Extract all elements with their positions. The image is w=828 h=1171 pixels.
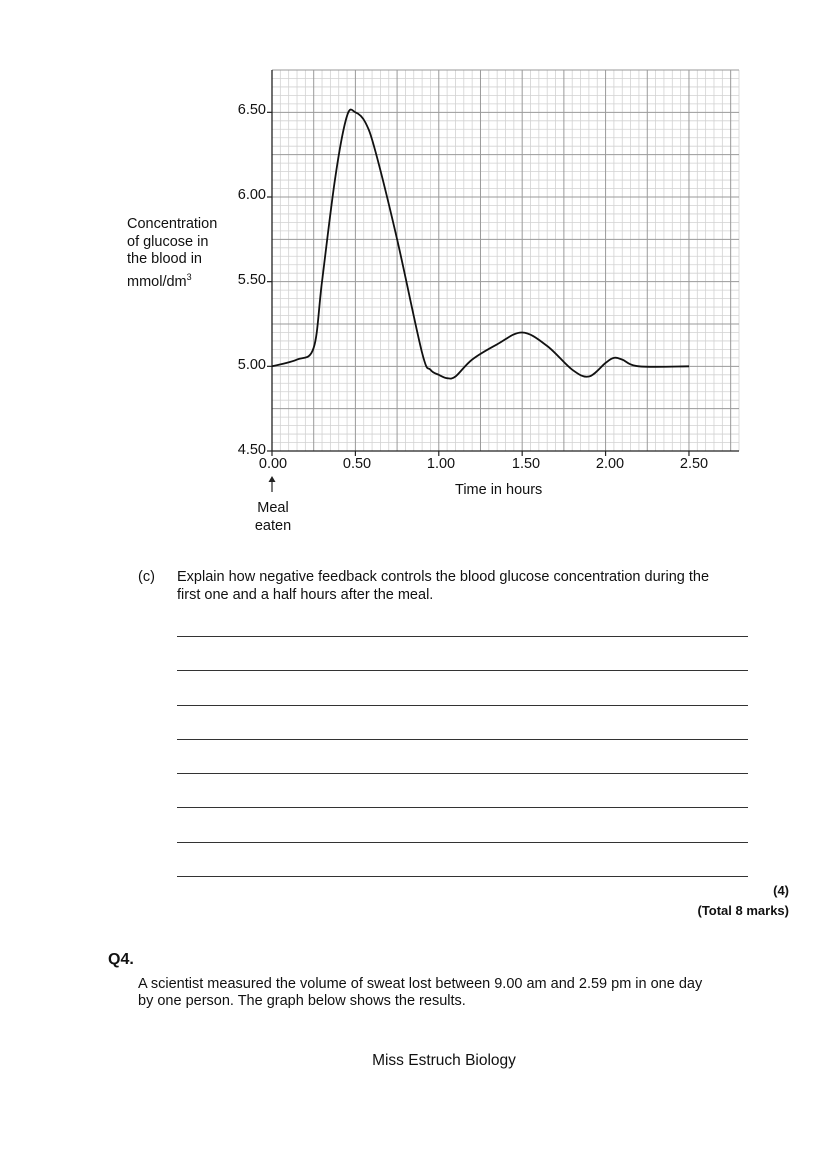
answer-line[interactable] (177, 739, 748, 740)
y-tick-label: 5.00 (237, 357, 266, 373)
q4-text-line-1: A scientist measured the volume of sweat lost between 9.00 am and 2.59 pm in one day (138, 976, 703, 992)
glucose-chart (0, 0, 828, 560)
meal-annotation-line-2: eaten (254, 518, 292, 534)
y-tick-label: 6.00 (237, 187, 266, 203)
answer-line[interactable] (177, 842, 748, 843)
x-tick-label: 0.00 (258, 456, 288, 472)
x-tick-label: 2.50 (679, 456, 709, 472)
y-tick-label: 6.50 (237, 102, 266, 118)
x-tick-label: 1.50 (511, 456, 541, 472)
x-tick-label: 0.50 (342, 456, 372, 472)
meal-annotation-line-1: Meal (257, 500, 289, 516)
total-marks: (Total 8 marks) (697, 903, 789, 918)
x-tick-label: 1.00 (426, 456, 456, 472)
y-tick-label: 5.50 (237, 272, 266, 288)
q4-text-line-2: by one person. The graph below shows the results. (138, 993, 466, 1009)
y-axis-unit-superscript: 3 (186, 271, 192, 282)
x-axis-label: Time in hours (455, 482, 543, 498)
grid-minor-lines (272, 70, 739, 451)
meal-arrow (269, 476, 276, 492)
q4-heading: Q4. (108, 951, 134, 968)
answer-line[interactable] (177, 876, 748, 877)
question-c-text-line-2: first one and a half hours after the meal. (177, 587, 434, 603)
y-axis-label-line-2: of glucose in (127, 233, 209, 250)
answer-line[interactable] (177, 807, 748, 808)
answer-line[interactable] (177, 670, 748, 671)
question-c-text-line-1: Explain how negative feedback controls the blood glucose concentration during the (177, 569, 710, 585)
question-c-label: (c) (138, 569, 155, 585)
y-axis-label-line-1: Concentration (127, 216, 218, 232)
answer-line[interactable] (177, 705, 748, 706)
page-footer: Miss Estruch Biology (372, 1052, 516, 1069)
y-tick-label: 4.50 (237, 442, 266, 458)
meal-annotation (243, 499, 303, 535)
x-tick-label: 2.00 (595, 456, 625, 472)
answer-line[interactable] (177, 636, 748, 637)
part-marks: (4) (773, 883, 789, 898)
y-axis-label-line-4: mmol/dm (127, 273, 187, 290)
y-axis-label-line-3: the blood in (127, 251, 202, 267)
answer-line[interactable] (177, 773, 748, 774)
